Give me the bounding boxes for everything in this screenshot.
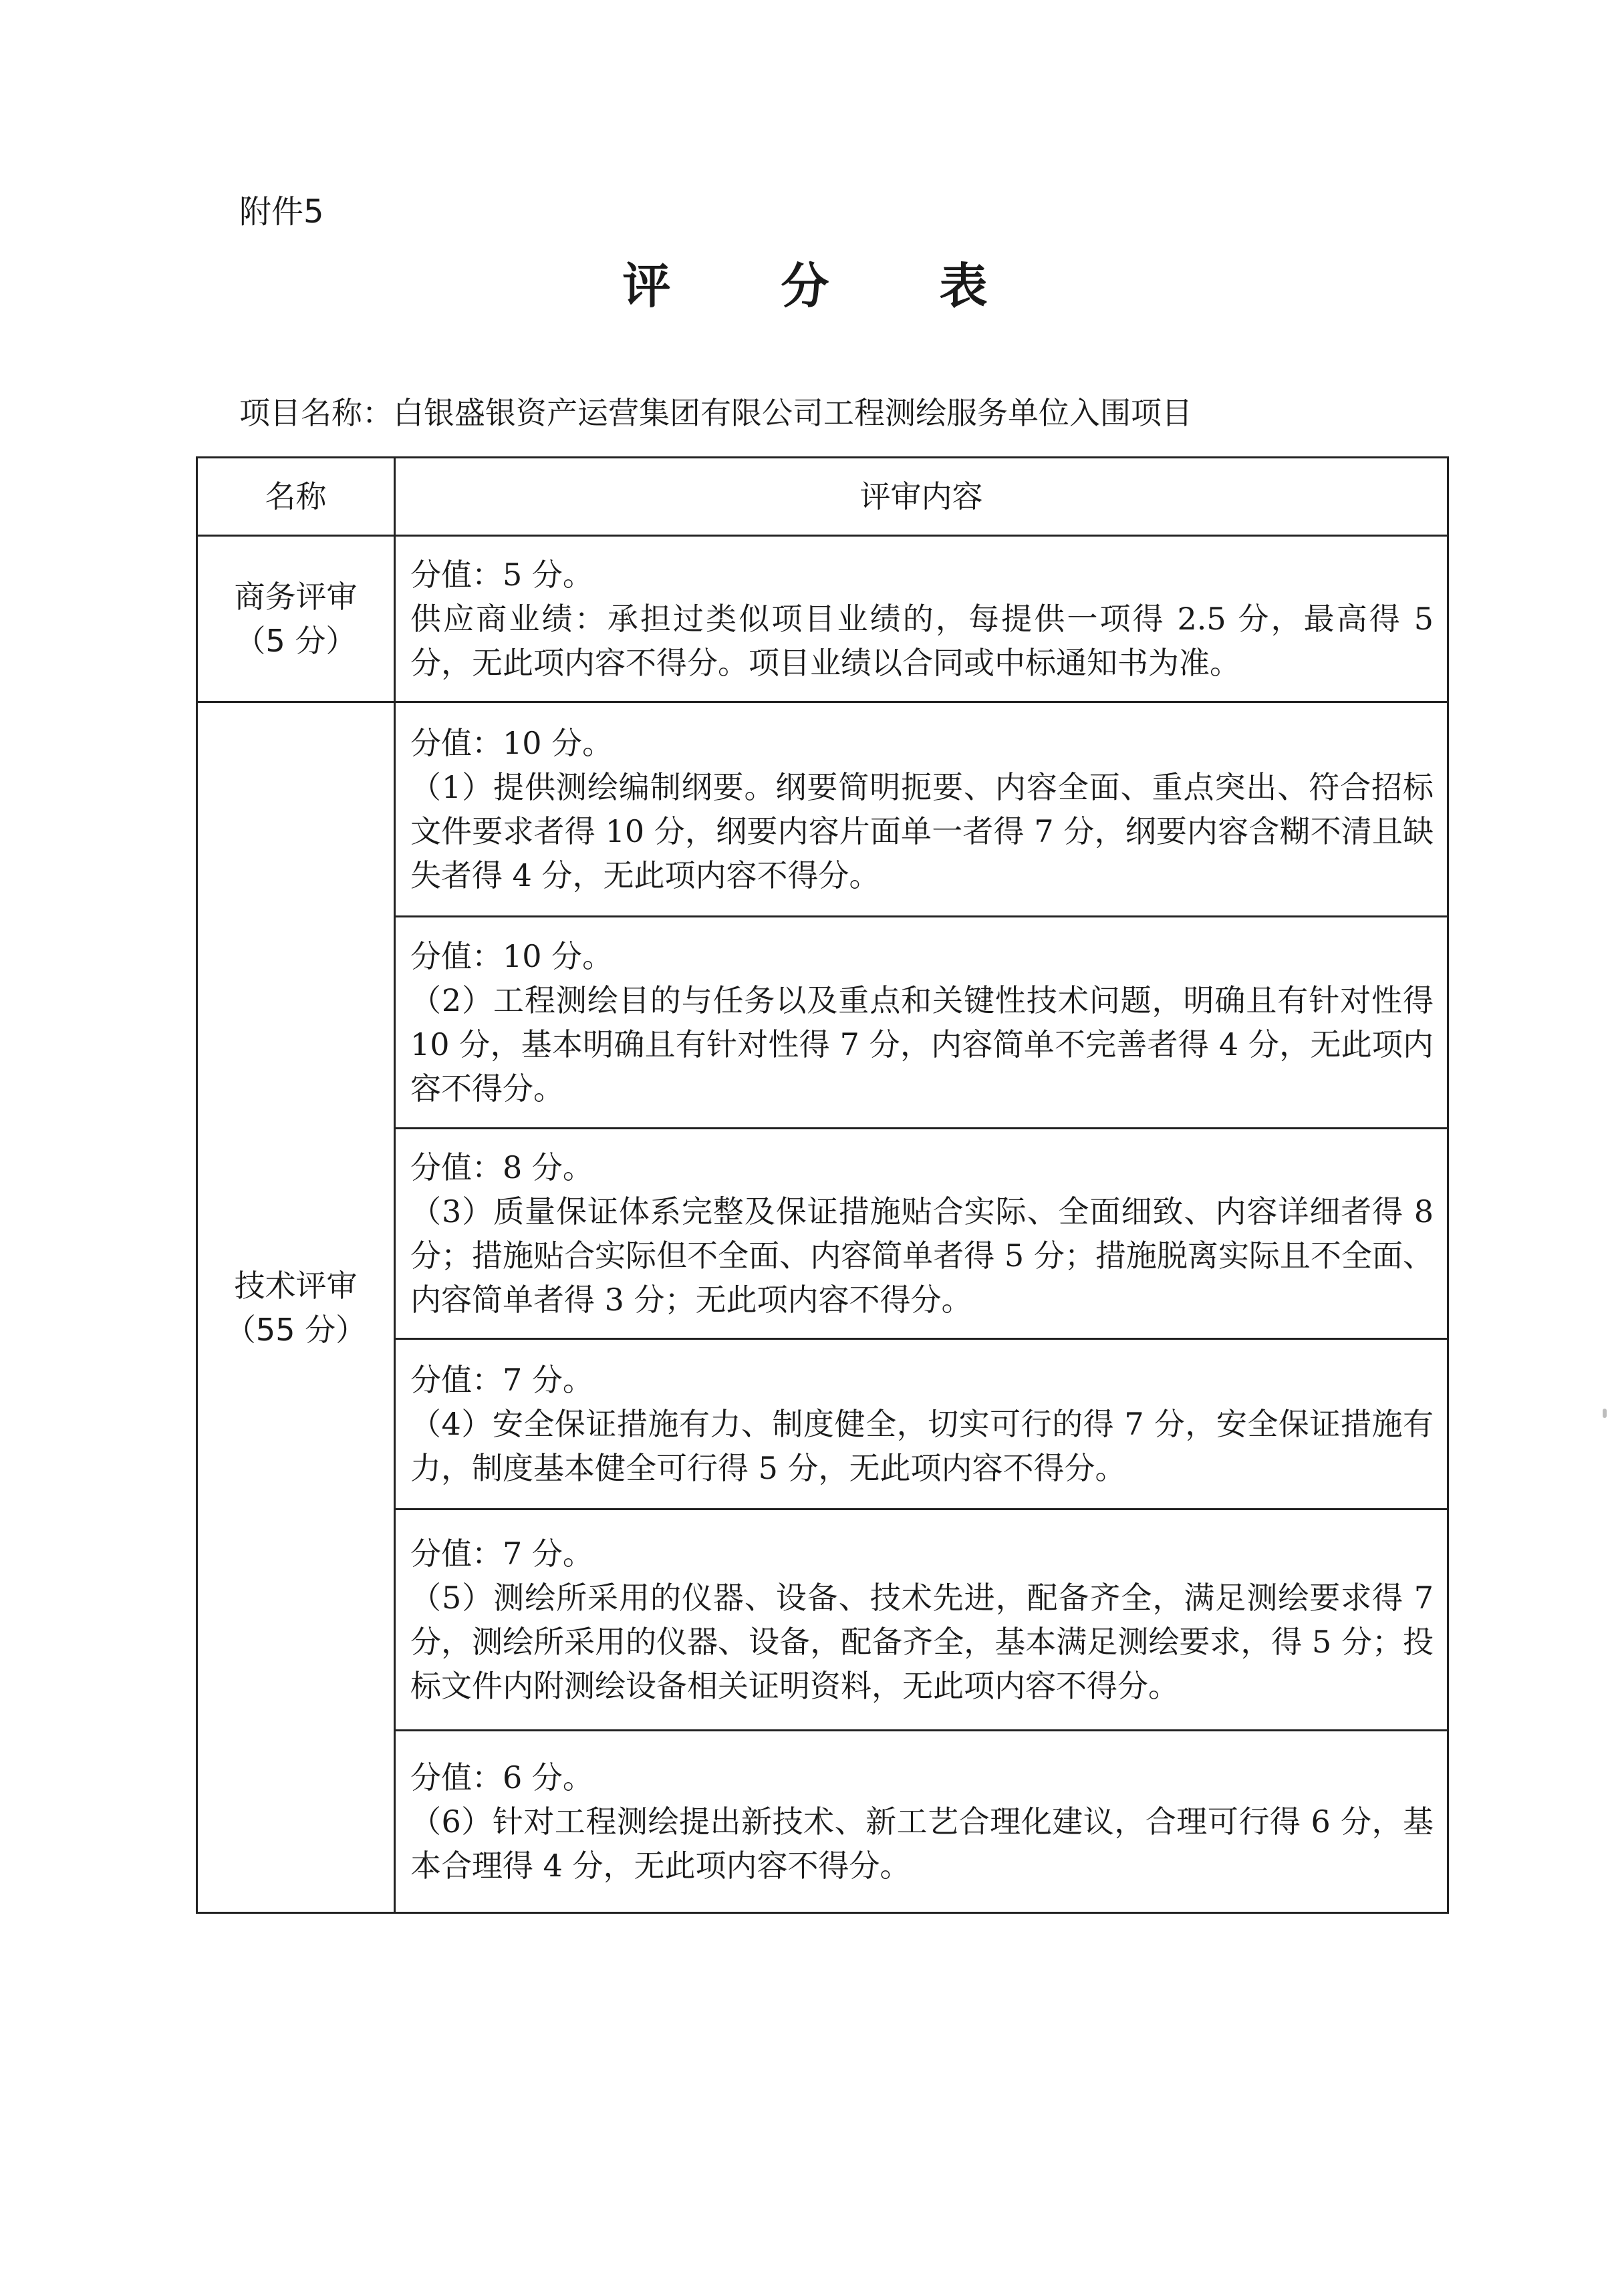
category-business-points: （5 分）: [235, 623, 357, 659]
scan-speck: [1603, 1409, 1607, 1418]
category-technical-points: （55 分）: [225, 1311, 367, 1348]
business-criteria: [395, 536, 1448, 702]
criterion-description: （1）提供测绘编制纲要。纲要简明扼要、内容全面、重点突出、符合招标文件要求者得 10 分，纲要内容片面单一者得 7 分，纲要内容含糊不清且缺失者得 4 分，无此项内容不得分。: [410, 769, 1434, 893]
criterion-description: （6）针对工程测绘提出新技术、新工艺合理化建议，合理可行得 6 分，基本合理得 4 分，无此项内容不得分。: [410, 1804, 1434, 1884]
table-row-business: [197, 536, 1448, 702]
header-name: 名称: [197, 458, 395, 536]
scoring-table: [196, 456, 1449, 1914]
page-title: 评 分 表: [622, 257, 1035, 314]
criterion-score: 分值：8 分。: [410, 1149, 593, 1185]
category-technical-label: 技术评审: [234, 1267, 358, 1304]
project-name-line: 项目名称：白银盛银资产运营集团有限公司工程测绘服务单位入围项目: [239, 395, 1192, 431]
technical-criterion-3: [395, 1129, 1448, 1339]
criterion-score: 分值：6 分。: [410, 1759, 593, 1796]
category-business: [197, 536, 395, 702]
criterion-description: （2）工程测绘目的与任务以及重点和关键性技术问题，明确且有针对性得 10 分，基本明确且有针对性得 7 分，内容简单不完善者得 4 分，无此项内容不得分。: [410, 982, 1434, 1107]
technical-criterion-4: [395, 1339, 1448, 1510]
business-description: 供应商业绩：承担过类似项目业绩的，每提供一项得 2.5 分，最高得 5 分，无此项内容不得分。项目业绩以合同或中标通知书为准。: [410, 601, 1434, 681]
header-content: 评审内容: [395, 458, 1448, 536]
criterion-score: 分值：7 分。: [410, 1362, 593, 1398]
criterion-description: （3）质量保证体系完整及保证措施贴合实际、全面细致、内容详细者得 8 分；措施贴合实际但不全面、内容简单者得 5 分；措施脱离实际且不全面、内容简单者得 3 分；无此项内容不得分。: [410, 1193, 1434, 1318]
technical-criterion-5: [395, 1510, 1448, 1731]
category-technical: [197, 702, 395, 1913]
criterion-score: 分值：10 分。: [410, 938, 614, 974]
criterion-score: 分值：10 分。: [410, 725, 614, 761]
criterion-description: （5）测绘所采用的仪器、设备、技术先进，配备齐全，满足测绘要求得 7 分，测绘所采用的仪器、设备，配备齐全，基本满足测绘要求，得 5 分；投标文件内附测绘设备相关证明资料，无此项内容不得分。: [410, 1580, 1434, 1704]
table-header-row: [197, 458, 1448, 536]
technical-criterion-6: [395, 1731, 1448, 1913]
business-score: 分值：5 分。: [410, 557, 593, 593]
technical-criterion-1: [395, 702, 1448, 917]
criterion-score: 分值：7 分。: [410, 1536, 593, 1572]
attachment-label: 附件5: [239, 193, 324, 231]
category-business-label: 商务评审: [234, 579, 358, 615]
criterion-description: （4）安全保证措施有力、制度健全，切实可行的得 7 分，安全保证措施有力，制度基本健全可行得 5 分，无此项内容不得分。: [410, 1406, 1434, 1486]
technical-criterion-2: [395, 917, 1448, 1129]
table-row-technical: [197, 702, 1448, 917]
